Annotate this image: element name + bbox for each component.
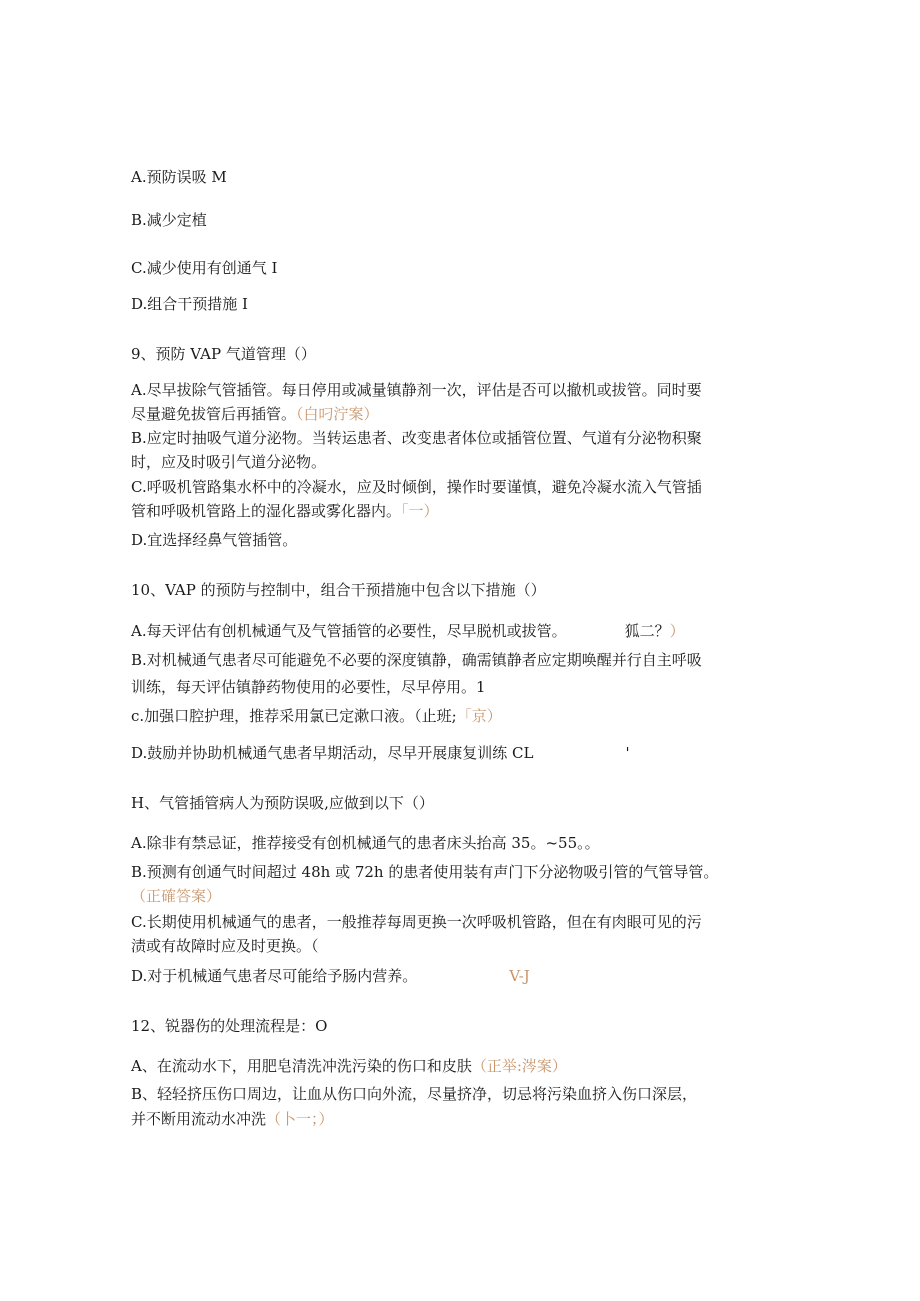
q11-stem: H、气管插管病人为预防误吸,应做到以下（）: [131, 794, 434, 812]
q9-option-a-line2: 尽量避免拔管后再插管。（白叼泞案）: [131, 405, 379, 423]
q10-option-b-line1: B.对机械通气患者尽可能避免不必要的深度镇静，确需镇静者应定期唤醒并行自主呼吸: [131, 651, 702, 669]
q11-option-b-line1: B.预测有创通气时间超过 48h 或 72h 的患者使用装有声门下分泌物吸引管的气管导管。: [131, 863, 719, 881]
q10-option-b-line2: 训练，每天评估镇静药物使用的必要性，尽早停用。1: [131, 678, 486, 696]
q12-answer-mark-a: （正举:涔案）: [471, 1057, 567, 1075]
q11-answer-mark-d: V-J: [509, 967, 530, 985]
q9-stem: 9、预防 VAP 气道管理（）: [131, 345, 316, 363]
q10-answer-mark-c: 「京）: [456, 707, 502, 725]
q12-stem: 12、锐器伤的处理流程是：O: [131, 1017, 328, 1035]
q11-option-a: A.除非有禁忌证，推荐接受有创机械通气的患者床头抬高 35。~55。。: [131, 834, 600, 852]
q9-option-b-line1: B.应定时抽吸气道分泌物。当转运患者、改变患者体位或插管位置、气道有分泌物积聚: [131, 429, 702, 447]
q8-option-d: D.组合干预措施 I: [131, 295, 248, 313]
q10-stem: 10、VAP 的预防与控制中，组合干预措施中包含以下措施（）: [131, 581, 546, 599]
q11-answer-mark-b: （正確答案）: [131, 887, 222, 905]
q11-option-c-line2: 渍或有故障时应及时更换。（: [131, 937, 319, 955]
q9-option-c-line2: 管和呼吸机管路上的湿化器或雾化器内。「一）: [131, 502, 439, 520]
q11-option-c-line1: C.长期使用机械通气的患者，一般推荐每周更换一次呼吸机管路，但在有肉眼可见的污: [131, 913, 702, 931]
q12-answer-mark-b: （卜一；）: [266, 1110, 334, 1128]
q8-option-c: C.减少使用有创通气 I: [131, 259, 278, 277]
q9-option-a-line1: A.尽早拔除气管插管。每日停用或减量镇静剂一次，评估是否可以撤机或拔管。同时要: [131, 381, 702, 399]
q9-answer-mark-c: 「一）: [401, 502, 439, 520]
q10-option-a: A.每天评估有创机械通气及气管插管的必要性，尽早脱机或拔管。 狐二？）: [131, 622, 685, 640]
q10-option-c: c.加强口腔护理，推荐采用氯已定漱口液。（止班;「京）: [131, 707, 502, 725]
q11-option-d: D.对于机械通气患者尽可能给予肠内营养。 V-J: [131, 967, 530, 985]
q10-option-d: D.鼓励并协助机械通气患者早期活动，尽早开展康复训练 CL ': [131, 744, 630, 762]
q8-option-b: B.减少定植: [131, 211, 207, 229]
q9-option-c-line1: C.呼吸机管路集水杯中的冷凝水，应及时倾倒，操作时要谨慎，避免冷凝水流入气管插: [131, 478, 702, 496]
q9-option-b-line2: 时，应及时吸引气道分泌物。: [131, 453, 327, 471]
q12-option-b-line1: B、轻轻挤压伤口周边，让血从伤口向外流，尽量挤净，切忌将污染血挤入伤口深层，: [131, 1085, 698, 1103]
q10-answer-mark-a: ）: [669, 622, 685, 640]
q12-option-b-line2: 并不断用流动水冲洗（卜一；）: [131, 1110, 334, 1128]
q11-option-b-line2: [131, 887, 221, 905]
q9-option-d: D.宜选择经鼻气管插管。: [131, 531, 298, 549]
q12-option-a: A、在流动水下，用肥皂清洗冲洗污染的伤口和皮肤（正举:涔案）: [131, 1057, 567, 1075]
q9-answer-mark: （白叼泞案）: [296, 405, 379, 423]
q8-option-a: A.预防误吸 M: [131, 168, 227, 186]
